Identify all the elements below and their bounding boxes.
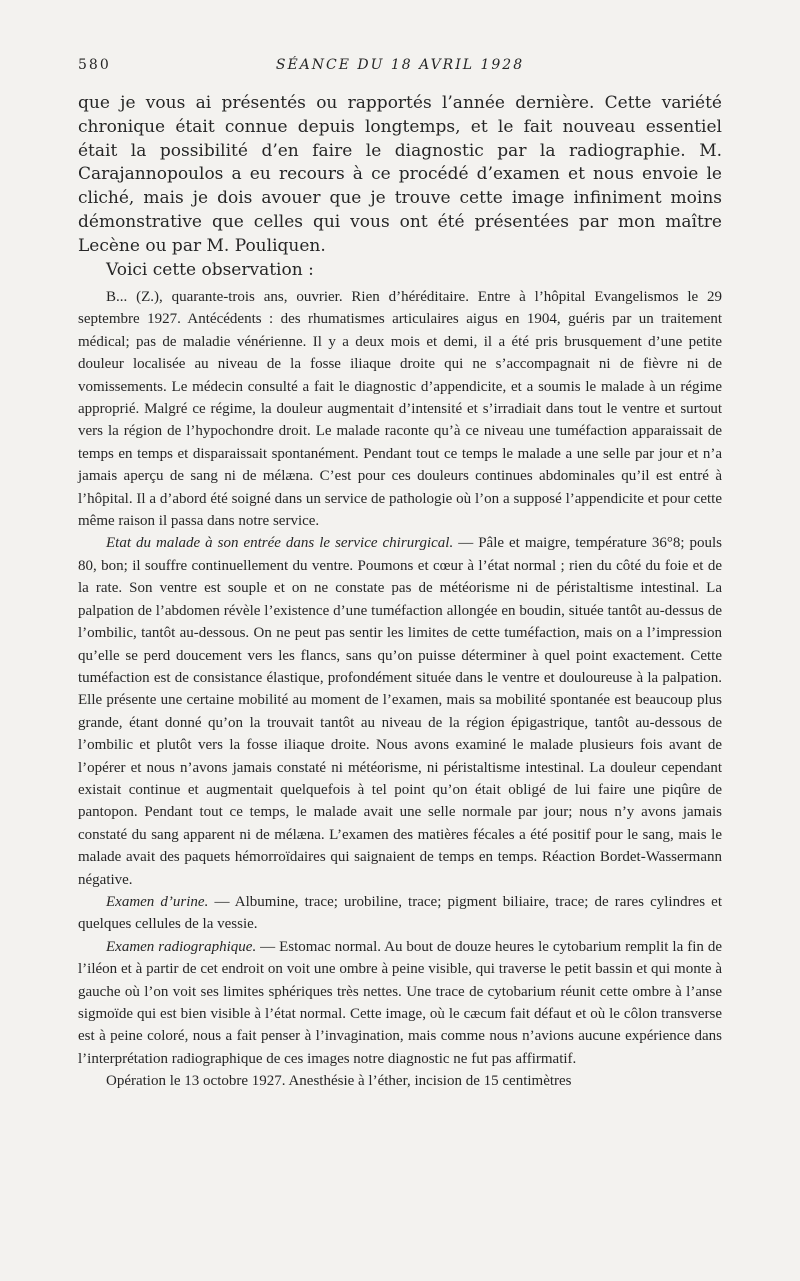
page-header [78,57,722,79]
running-head: SÉANCE DU 18 AVRIL 1928 [275,57,525,73]
observation-state [78,532,722,891]
observation-urine [78,891,722,936]
observation-state-heading: Etat du malade à son entrée dans le service chirurgical. [106,535,454,552]
observation-radio-heading: Examen radiographique. [106,938,257,955]
observation-operation: Opération le 13 octobre 1927. Anesthésie à l’éther, incision de 15 centimètres [106,1073,572,1090]
observation-state-text: — Pâle et maigre, température 36°8; pouls 80, bon; il souffre continuellement du ventre. Poumons et cœur à l’état normal ; rien du côté du foie et de la rate. Son ventre est souple et on ne constate pas de météorisme ni de péristaltisme intestinal. La palpation de l’abdomen révèle l’existence d’une tuméfaction allongée en boudin, située tantôt au-dessus de l’ombilic, tantôt au-dessous. On ne peut pas sentir les limites de cette tuméfaction, mais on a l’impression qu’elle se perd doucement vers les flancs, sans qu’on puisse déterminer à quel point exactement. Cette tuméfaction est de consistance élastique, profondément située dans le ventre et douloureuse à la palpation. Elle présente une certaine mobilité au moment de l’examen, mais sa mobilité spontanée est beaucoup plus grande, étant donné qu’on la trouvait tantôt au niveau de la région épigastrique, tantôt au-dessous de l’ombilic et plutôt vers la fosse iliaque droite. Nous avons examiné le malade plusieurs fois avant de l’opérer et nous n’avons jamais constaté ni météorisme, ni péristaltisme intestinal. La douleur cependant existait continue et augmentait quelquefois à tel point qu’on était obligé de lui faire une piqûre de pantopon. Pendant tout ce temps, le malade avait une selle normale par jour; nous n’y avons jamais constaté du sang apparent ni de mélæna. L’examen des matières fécales a été positif pour le sang, mais le malade avait des paquets hémorroïdaires qui saignaient de temps en temps. Réaction Bordet-Wassermann négative. [78,535,722,888]
observation-radio [78,936,722,1070]
observation-section [78,286,722,1093]
intro-section [78,92,722,282]
observation-radio-text: — Estomac normal. Au bout de douze heures le cytobarium remplit la fin de l’iléon et à partir de cet endroit on voit une ombre à peine visible, qui traverse le petit bassin et qui monte à gauche où l’on voit ses limites sphériques très nettes. Une trace de cytobarium réunit cette ombre à l’anse sigmoïde qui est bien visible à l’état normal. Cette image, où le cæcum fait défaut et où le côlon transverse est à peine coloré, nous a fait penser à l’invagination, mais comme nous n’avions aucune expérience dans l’interprétation radiographique de ces images notre diagnostic ne fut pas affirmatif. [78,938,722,1067]
observation-history: B... (Z.), quarante-trois ans, ouvrier. Rien d’héréditaire. Entre à l’hôpital Evangelismos le 29 septembre 1927. Antécédents : des rhumatismes articulaires aigus en 1904, guéris par un traitement médical; pas de maladie vénérienne. Il y a deux mois et demi, il a été pris brusquement d’une petite douleur localisée au niveau de la fosse iliaque droite qui ne s’accompagnait ni de fièvre ni de vomissements. Le médecin consulté a fait le diagnostic d’appendicite, et a soumis le malade à un régime approprié. Malgré ce régime, la douleur augmentait d’intensité et s’irradiait dans tout le ventre et surtout vers la région de l’hypochondre droit. Le malade raconte qu’à ce niveau une tuméfaction apparaissait de temps en temps et disparaissait spontanément. Pendant tout ce temps le malade a une selle par jour et n’a jamais aperçu de sang ni de mélæna. C’est pour ces douleurs continues abdominales qu’il est entré à l’hôpital. Il a d’abord été soigné dans un service de pathologie où l’on a supposé l’appendicite et pour cette même raison il passa dans notre service. [78,289,722,530]
intro-lead-in: Voici cette observation : [106,259,314,280]
observation-urine-text: — Albumine, trace; urobiline, trace; pigment biliaire, trace; de rares cylindres et quelques cellules de la vessie. [78,893,723,933]
page-number: 580 [78,57,111,73]
intro-paragraph: que je vous ai présentés ou rapportés l’année dernière. Cette variété chronique était connue depuis longtemps, et le fait nouveau essentiel était la possibilité d’en faire le diagnostic par la radiographie. M. Carajannopoulos a eu recours à ce procédé d’examen et nous envoie le cliché, mais je dois avouer que je trouve cette image infiniment moins démonstrative que celles qui vous ont été présentées par mon maître Lecène ou par M. Pouliquen. [78,93,722,256]
observation-urine-heading: Examen d’urine. [106,893,209,910]
